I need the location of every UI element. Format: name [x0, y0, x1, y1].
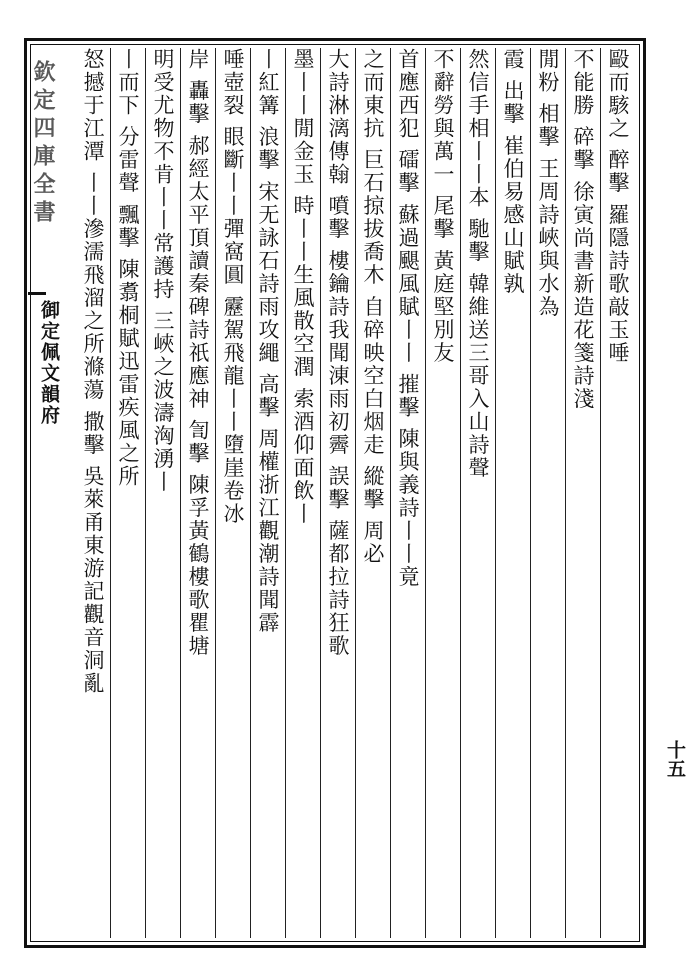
text-column: 首應西犯 礌擊 蘇過颶風賦丨丨 摧擊 陳與義詩丨丨竟	[390, 48, 425, 938]
page-number: 十五	[664, 740, 686, 778]
text-column: 丨紅篝 浪擊 宋无詠石詩雨攻繩 高擊 周權浙江觀潮詩聞霹	[250, 48, 285, 938]
text-column: 唾壺裂 眼斷丨丨彈窩圓 靂駕飛龍丨丨墮崖卷冰	[215, 48, 250, 938]
text-column: 岸 轟擊 郝經太平頂讀秦碑詩祇應神 訇擊 陳孚黃鶴樓歌瞿塘	[180, 48, 215, 938]
text-column: 怒撼于江潭 丨丨滲濡飛溜之所滌蕩 撒擊 吳萊甬東游記觀音洞亂	[81, 48, 105, 696]
book-subtitle-margin: 御定佩文韻府	[38, 300, 60, 426]
text-column: 之而東抗 巨石掠拔喬木 自碎映空白烟走 縱擊 周必	[355, 48, 390, 938]
text-columns	[60, 48, 635, 938]
text-column: 丨而下 分雷聲 飄擊 陳翥桐賦迅雷疾風之所	[110, 48, 145, 938]
text-column: 墨丨丨閒金玉 時丨丨生風散空潤 索酒仰面飲丨	[285, 48, 320, 938]
text-column: 然信手相丨丨本 馳擊 韓維送三哥入山詩聲	[460, 48, 495, 938]
book-title-margin: 欽定四庫全書	[30, 60, 56, 228]
text-column: 大詩淋漓傳翰 噴擊 樓鑰詩我聞涷雨初霽 誤擊 薩都拉詩狂歌	[320, 48, 355, 938]
text-column: 不能勝 碎擊 徐寅尚書新造花箋詩淺	[565, 48, 600, 938]
text-column: 不辭勞與萬一 尾擊 黃庭堅別友	[425, 48, 460, 938]
text-column: 霞 出擊 崔伯易感山賦孰	[495, 48, 530, 938]
text-column: 毆而駭之 醉擊 羅隱詩歌敲玉唾	[600, 48, 635, 938]
text-column: 閒粉 相擊 王周詩峽與水為	[530, 48, 565, 938]
text-column: 明受尤物不肯丨丨常護持 三峽之波濤洶湧丨	[145, 48, 180, 938]
